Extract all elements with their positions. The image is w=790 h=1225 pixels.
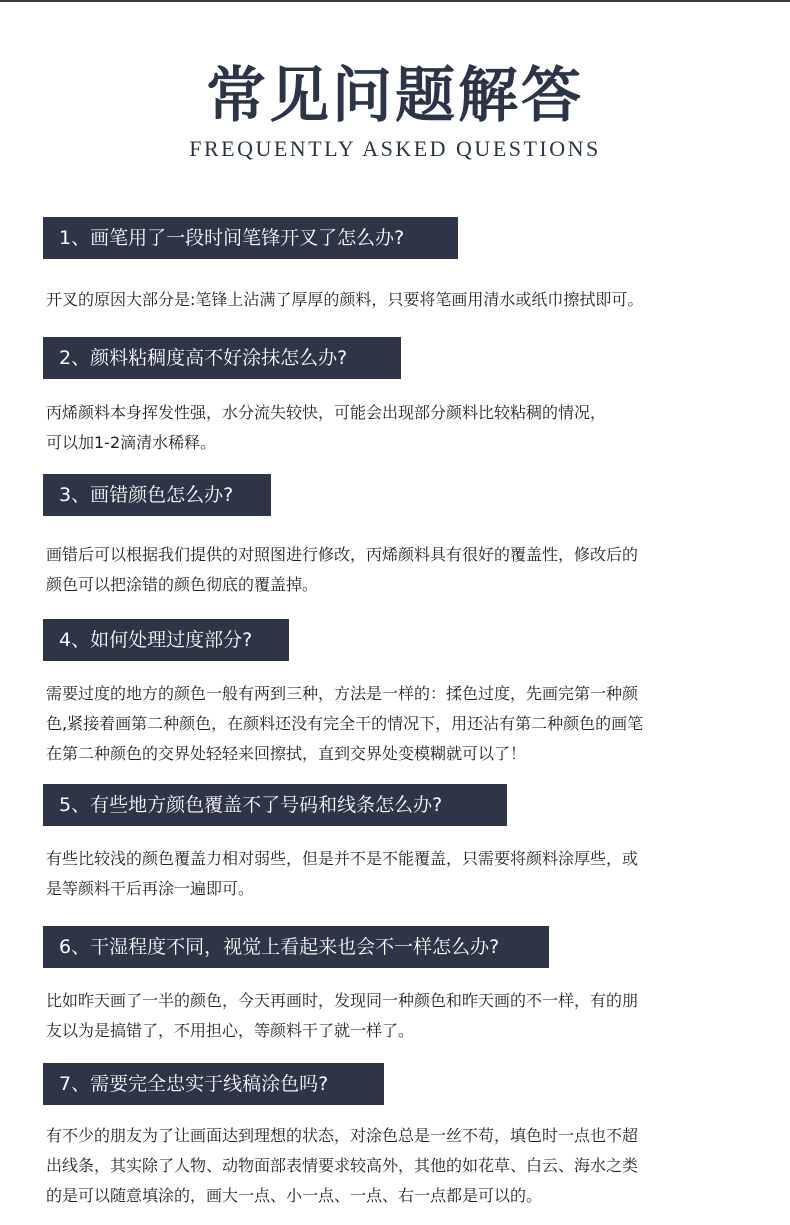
faq-question-7: 7、需要完全忠实于线稿涂色吗? xyxy=(43,1063,384,1105)
faq-answer-5-line-2: 是等颜料干后再涂一遍即可。 xyxy=(46,879,255,898)
faq-answer-7-line-3: 的是可以随意填涂的，画大一点、小一点、一点、右一点都是可以的。 xyxy=(46,1186,543,1205)
faq-answer-7 xyxy=(46,1121,746,1211)
faq-answer-6 xyxy=(46,986,746,1046)
faq-question-6: 6、干湿程度不同，视觉上看起来也会不一样怎么办? xyxy=(43,926,549,968)
faq-answer-5 xyxy=(46,844,746,904)
page-title: 常见问题解答 xyxy=(206,61,584,131)
faq-answer-2-line-1: 丙烯颜料本身挥发性强，水分流失较快，可能会出现部分颜料比较粘稠的情况， xyxy=(46,403,607,422)
faq-answer-6-line-1: 比如昨天画了一半的颜色，今天再画时，发现同一种颜色和昨天画的不一样，有的朋 xyxy=(46,991,639,1010)
faq-answer-4-line-3: 在第二种颜色的交界处轻轻来回擦拭，直到交界处变模糊就可以了！ xyxy=(46,744,527,763)
faq-answer-4-line-2: 色,紧接着画第二种颜色，在颜料还没有完全干的情况下，用还沾有第二种颜色的画笔 xyxy=(46,714,644,733)
faq-answer-1 xyxy=(46,285,746,315)
faq-question-1: 1、画笔用了一段时间笔锋开叉了怎么办? xyxy=(43,217,458,259)
faq-answer-7-line-2: 出线条，其实除了人物、动物面部表情要求较高外，其他的如花草、白云、海水之类 xyxy=(46,1156,639,1175)
faq-answer-3-line-2: 颜色可以把涂错的颜色彻底的覆盖掉。 xyxy=(46,575,319,594)
faq-question-4: 4、如何处理过度部分? xyxy=(43,619,289,661)
faq-answer-2 xyxy=(46,398,746,458)
faq-question-2: 2、颜料粘稠度高不好涂抹怎么办? xyxy=(43,337,401,379)
faq-question-5: 5、有些地方颜色覆盖不了号码和线条怎么办? xyxy=(43,784,507,826)
faq-answer-3 xyxy=(46,540,746,600)
faq-answer-4-line-1: 需要过度的地方的颜色一般有两到三种，方法是一样的：揉色过度，先画完第一种颜 xyxy=(46,684,639,703)
faq-answer-7-line-1: 有不少的朋友为了让画面达到理想的状态，对涂色总是一丝不苟，填色时一点也不超 xyxy=(46,1126,639,1145)
faq-answer-2-line-2: 可以加1-2滴清水稀释。 xyxy=(46,433,217,452)
page-subtitle: FREQUENTLY ASKED QUESTIONS xyxy=(189,136,601,161)
faq-answer-3-line-1: 画错后可以根据我们提供的对照图进行修改，丙烯颜料具有很好的覆盖性，修改后的 xyxy=(46,545,639,564)
faq-question-3: 3、画错颜色怎么办? xyxy=(43,474,271,516)
faq-answer-5-line-1: 有些比较浅的颜色覆盖力相对弱些，但是并不是不能覆盖，只需要将颜料涂厚些，或 xyxy=(46,849,639,868)
faq-answer-6-line-2: 友以为是搞错了，不用担心，等颜料干了就一样了。 xyxy=(46,1021,415,1040)
faq-answer-1-line-1: 开叉的原因大部分是:笔锋上沾满了厚厚的颜料，只要将笔画用清水或纸巾擦拭即可。 xyxy=(46,290,644,309)
faq-answer-4 xyxy=(46,679,746,769)
